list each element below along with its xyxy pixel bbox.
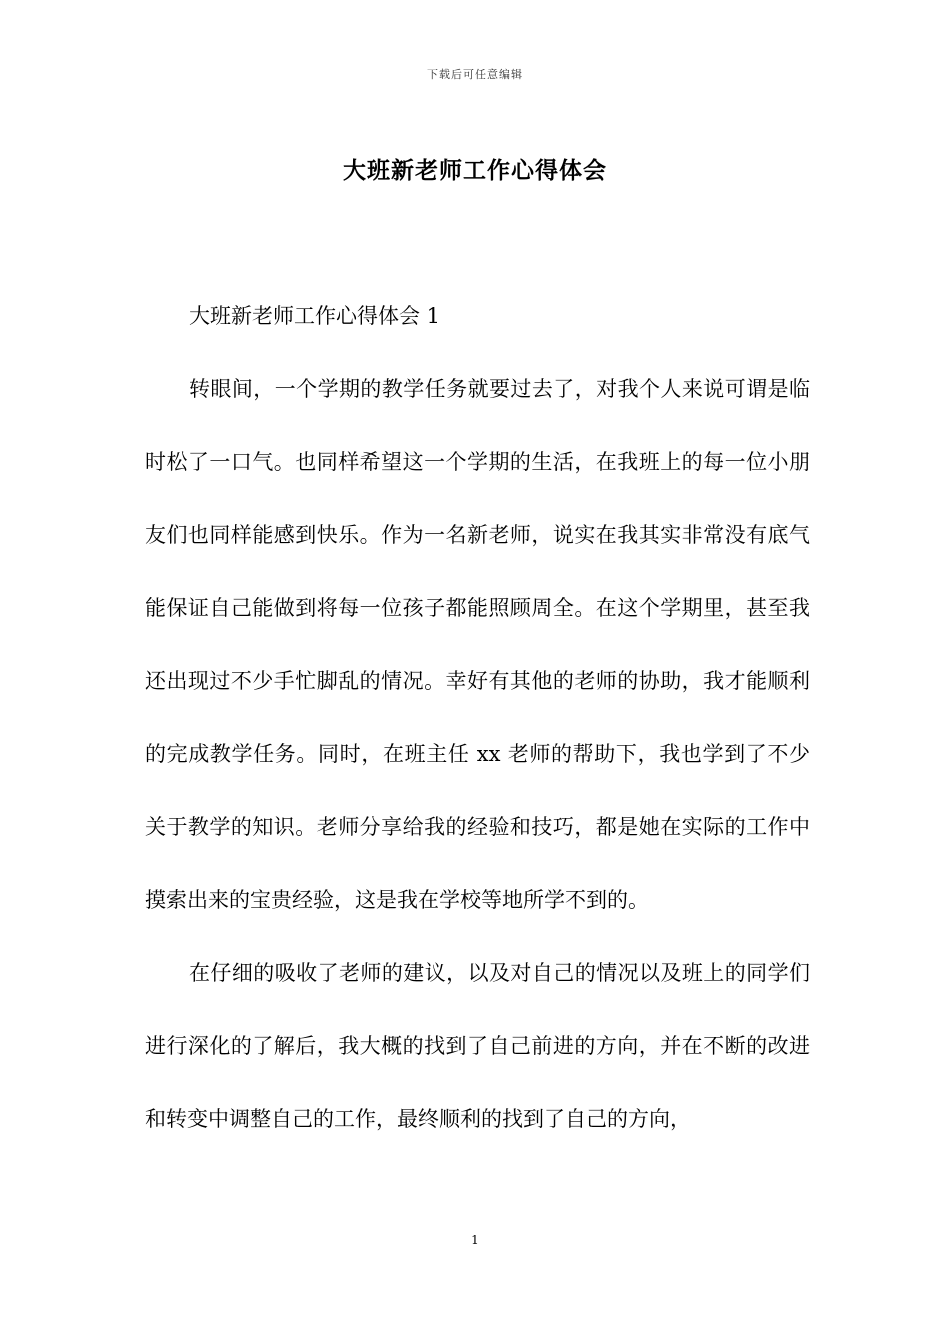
page-number: 1 — [471, 1233, 479, 1247]
paragraph-1: 转眼间，一个学期的教学任务就要过去了，对我个人来说可谓是临时松了一口气。也同样希望这一个学期的生活，在我班上的每一位小朋友们也同样能感到快乐。作为一名新老师，说实在我其实非常没有底气能保证自己能做到将每一位孩子都能照顾周全。在这个学期里，甚至我还出现过不少手忙脚乱的情况。幸好有其他的老师的协助，我才能顺利的完成教学任务。同时，在班主任 xx 老师的帮助下，我也学到了不少关于教学的知识。老师分享给我的经验和技巧，都是她在实际的工作中摸索出来的宝贵经验，这是我在学校等地所学不到的。 — [145, 377, 810, 912]
section-heading: 大班新老师工作心得体会 1 — [189, 304, 441, 328]
document-body — [145, 280, 810, 1156]
document-title: 大班新老师工作心得体会 — [343, 157, 607, 184]
header-note: 下载后可任意编辑 — [427, 68, 523, 81]
paragraph-2: 在仔细的吸收了老师的建议，以及对自己的情况以及班上的同学们进行深化的了解后，我大概的找到了自己前进的方向，并在不断的改进和转变中调整自己的工作，最终顺利的找到了自己的方向， — [145, 961, 810, 1131]
